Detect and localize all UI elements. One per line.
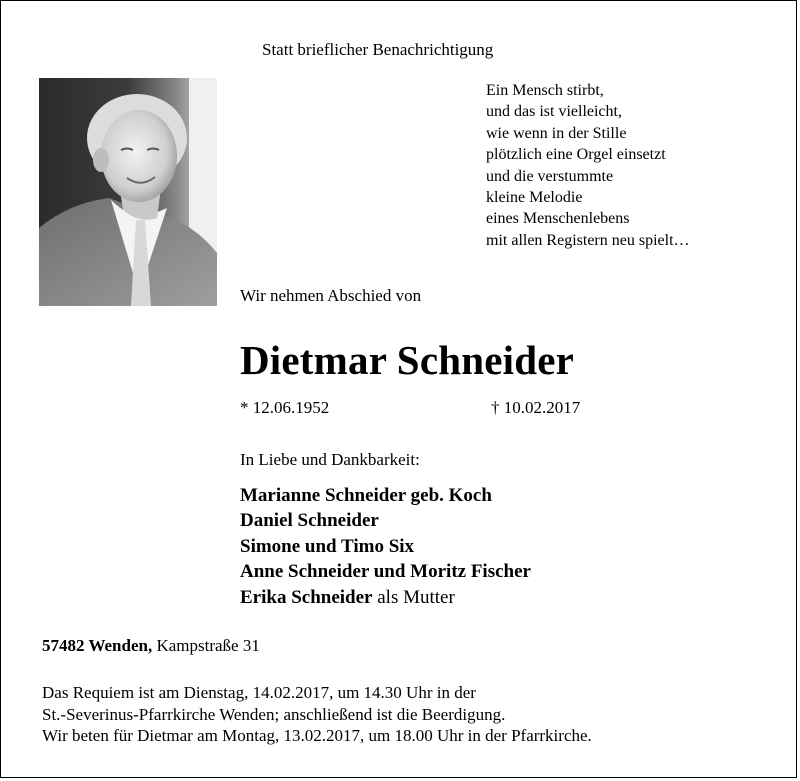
poem-line: und die verstummte [486, 167, 614, 185]
family-member-relation: als Mutter [372, 586, 455, 608]
poem-line: und das ist vielleicht, [486, 103, 622, 121]
poem-line: plötzlich eine Orgel einsetzt [486, 146, 666, 164]
family-member-name: Anne Schneider und Moritz Fischer [240, 561, 531, 583]
family-member [240, 508, 531, 533]
notice-line: Wir beten für Dietmar am Montag, 13.02.2017, um 18.00 Uhr in der Pfarrkirche. [42, 726, 592, 745]
poem-line: mit allen Registern neu spielt… [486, 231, 690, 249]
poem [486, 80, 690, 251]
poem-line: Ein Mensch stirbt, [486, 82, 604, 99]
poem-line: kleine Melodie [486, 188, 583, 206]
family-member-name: Marianne Schneider geb. Koch [240, 485, 492, 506]
poem-line: eines Menschenlebens [486, 210, 630, 228]
notice-line: St.-Severinus-Pfarrkirche Wenden; anschließend ist die Beerdigung. [42, 704, 506, 724]
family-member-name: Erika Schneider [240, 586, 373, 608]
poem-line: wie wenn in der Stille [486, 124, 627, 142]
death-date: † 10.02.2017 [491, 398, 581, 417]
address [42, 636, 260, 656]
notice-line: Das Requiem ist am Dienstag, 14.02.2017, um 14.30 Uhr in der [42, 683, 476, 702]
address-city: 57482 Wenden, [42, 636, 153, 655]
address-street: Kampstraße 31 [152, 636, 260, 655]
portrait-photo [39, 78, 217, 306]
family-member [240, 483, 531, 508]
service-notice [42, 682, 592, 747]
family-member-name: Simone und Timo Six [240, 535, 415, 557]
header-title: Statt brieflicher Benachrichtigung [262, 40, 494, 59]
family-member [240, 559, 531, 584]
farewell-intro: Wir nehmen Abschied von [240, 286, 422, 305]
family-member-name: Daniel Schneider [240, 510, 379, 532]
birth-date: * 12.06.1952 [240, 398, 330, 417]
family-member [240, 534, 531, 559]
family-member [240, 585, 531, 610]
thanks-line: In Liebe und Dankbarkeit: [240, 450, 420, 469]
family-list [240, 483, 531, 610]
deceased-name: Dietmar Schneider [240, 337, 575, 383]
